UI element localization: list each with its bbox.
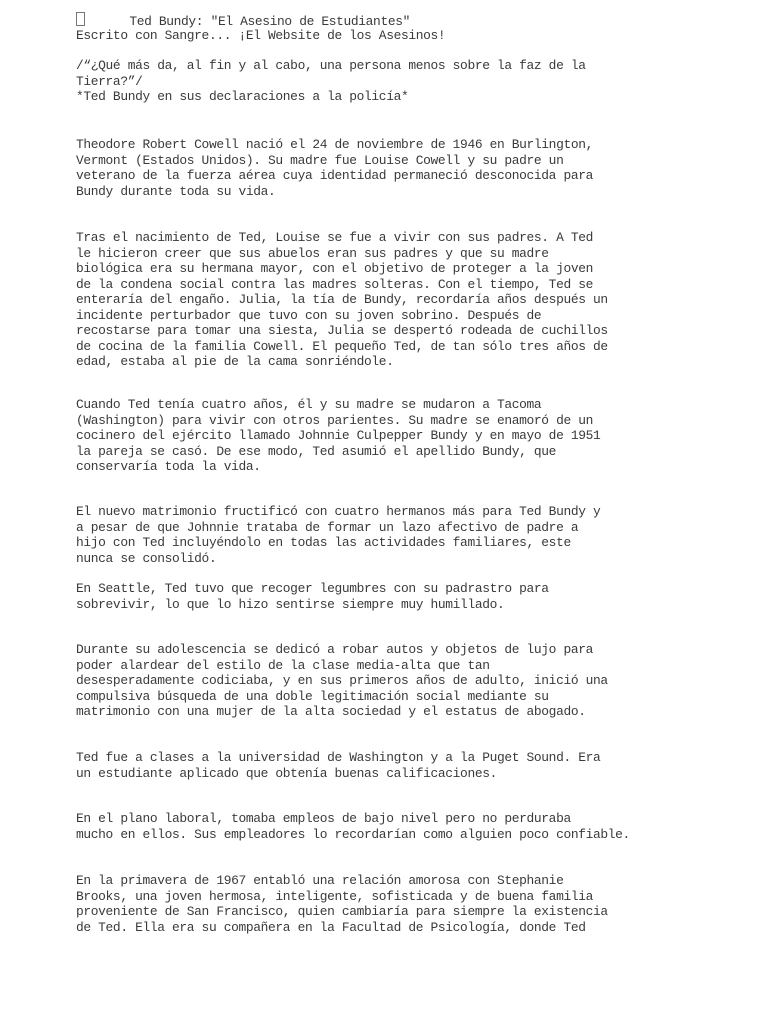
paragraph-line: En el plano laboral, tomaba empleos de bajo nivel pero no perduraba [76, 811, 571, 826]
paragraph-line: nunca se consolidó. [76, 550, 217, 566]
paragraph [76, 230, 756, 370]
paragraph-line: biológica era su hermana mayor, con el objetivo de proteger a la joven [76, 261, 593, 276]
paragraph-line: Bundy durante toda su vida. [76, 183, 276, 199]
paragraph-line: proveniente de San Francisco, quien cambiaría para siempre la existencia [76, 904, 608, 919]
paragraph-line: hijo con Ted incluyéndolo en todas las actividades familiares, este [76, 535, 571, 550]
paragraph-line: incidente perturbador que tuvo con su joven sobrino. Después de [76, 307, 542, 323]
paragraph-line: Tras el nacimiento de Ted, Louise se fue a vivir con sus padres. A Ted [76, 230, 593, 245]
paragraph-line: edad, estaba al pie de la cama sonriéndole. [76, 354, 394, 369]
paragraph [76, 504, 756, 566]
paragraph-line: la pareja se casó. De ese modo, Ted asumió el apellido Bundy, que [76, 443, 557, 459]
paragraph-line: Vermont (Estados Unidos). Su madre fue Louise Cowell y su padre un [76, 152, 564, 168]
paragraph-line: Ted fue a clases a la universidad de Washington y a la Puget Sound. Era [76, 750, 601, 765]
paragraph-line: enteraría del engaño. Julia, la tía de Bundy, recordaría años después un [76, 292, 608, 307]
paragraph-line: le hicieron creer que sus abuelos eran sus padres y que su madre [76, 245, 549, 261]
paragraph-line: de Ted. Ella era su compañera en la Facultad de Psicología, donde Ted [76, 919, 586, 935]
quote-line: /“¿Qué más da, al fin y al cabo, una persona menos sobre la faz de la [76, 58, 586, 73]
paragraph-line: cocinero del ejército llamado Johnnie Culpepper Bundy y en mayo de 1951 [76, 428, 601, 443]
paragraph [76, 750, 756, 781]
paragraph-line: poder alardear del estilo de la clase media-alta que tan [76, 657, 490, 673]
paragraph-line: Durante su adolescencia se dedicó a robar autos y objetos de lujo para [76, 642, 593, 657]
paragraph-line: Brooks, una joven hermosa, inteligente, sofisticada y de buena familia [76, 888, 593, 904]
paragraph-line: mucho en ellos. Sus empleadores lo recordarían como alguien poco confiable. [76, 826, 630, 842]
paragraph-line: En la primavera de 1967 entabló una relación amorosa con Stephanie [76, 873, 564, 888]
paragraph-line: conservaría toda la vida. [76, 459, 261, 474]
paragraph [76, 137, 756, 199]
paragraph-line: a pesar de que Johnnie trataba de formar un lazo afectivo de padre a [76, 519, 579, 535]
paragraph-line: (Washington) para vivir con otros parientes. Su madre se enamoró de un [76, 412, 593, 428]
paragraph-line: desesperadamente codiciaba, y en sus primeros años de adulto, inició una [76, 673, 608, 688]
opening-quote [76, 58, 756, 105]
paragraph-line: un estudiante aplicado que obtenía buenas calificaciones. [76, 765, 497, 781]
quote-line: Tierra?”/ [76, 73, 143, 89]
paragraph-line: recostarse para tomar una siesta, Julia se despertó rodeada de cuchillos [76, 323, 608, 338]
paragraph-line: compulsiva búsqueda de una doble legitimación social mediante su [76, 688, 549, 704]
document-title: Ted Bundy: "El Asesino de Estudiantes" [129, 14, 410, 29]
paragraph [76, 642, 756, 720]
title-line [76, 12, 756, 28]
missing-glyph-icon [76, 12, 85, 26]
paragraph-line: de cocina de la familia Cowell. El pequeño Ted, de tan sólo tres años de [76, 338, 608, 354]
paragraph [76, 811, 756, 842]
paragraph [76, 581, 756, 612]
paragraph [76, 873, 756, 935]
paragraph [76, 397, 756, 475]
paragraph-line: sobrevivir, lo que lo hizo sentirse siempre muy humillado. [76, 596, 505, 612]
paragraph-line: de la condena social contra las madres solteras. Con el tiempo, Ted se [76, 276, 593, 292]
document-header [76, 12, 756, 43]
paragraph-line: En Seattle, Ted tuvo que recoger legumbres con su padrastro para [76, 581, 549, 596]
document-subtitle: Escrito con Sangre... ¡El Website de los Asesinos! [76, 27, 446, 43]
paragraph-line: veterano de la fuerza aérea cuya identidad permaneció desconocida para [76, 168, 593, 183]
paragraph-line: Cuando Ted tenía cuatro años, él y su madre se mudaron a Tacoma [76, 397, 542, 412]
paragraph-line: El nuevo matrimonio fructificó con cuatro hermanos más para Ted Bundy y [76, 504, 601, 519]
quote-attribution: *Ted Bundy en sus declaraciones a la policía* [76, 89, 409, 104]
paragraph-line: Theodore Robert Cowell nació el 24 de noviembre de 1946 en Burlington, [76, 137, 593, 152]
paragraph-line: matrimonio con una mujer de la alta sociedad y el estatus de abogado. [76, 704, 586, 719]
